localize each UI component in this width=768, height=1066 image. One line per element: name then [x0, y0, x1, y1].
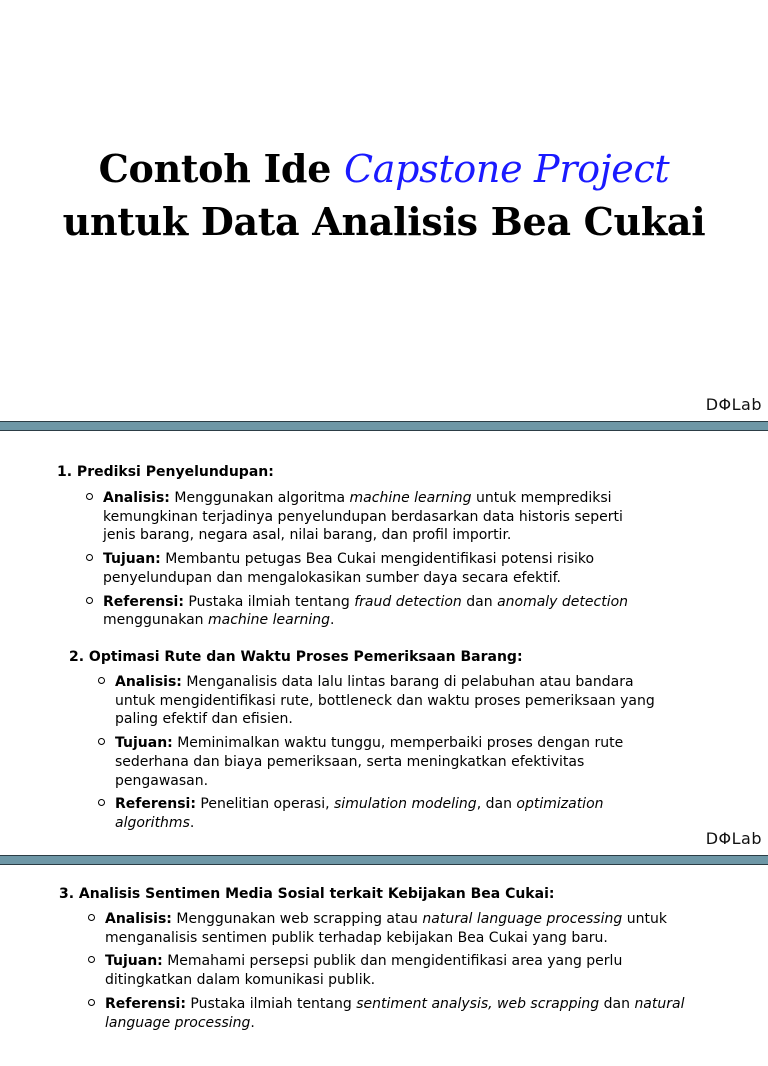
bullet-term: machine learning	[208, 612, 330, 629]
slide-title-line1	[0, 142, 768, 196]
bullet-term: anomaly detection	[497, 593, 629, 610]
bullet-text: Memahami persepsi publik dan mengidentifikasi area yang perlu ditingkatkan dalam komunikasi publik.	[105, 953, 623, 989]
bullet-text: menggunakan	[103, 612, 208, 629]
bullet-label: Analisis:	[105, 911, 172, 927]
section-3-bullets	[88, 910, 708, 1037]
bullet-term: optimization algorithms	[115, 796, 604, 831]
circle-bullet-icon	[86, 554, 93, 561]
bullet-item	[98, 795, 658, 832]
bullet-text: Meminimalkan waktu tunggu, memperbaiki proses dengan rute sederhana dan biaya pemeriksaan, serta meningkatkan efektivitas pengawasan.	[115, 735, 624, 789]
bullet-item	[86, 593, 656, 630]
bullet-label: Tujuan:	[105, 953, 163, 970]
bullet-label: Tujuan:	[103, 551, 161, 568]
circle-bullet-icon	[88, 956, 95, 963]
title-slide	[0, 0, 768, 420]
bullet-text: Penelitian operasi,	[195, 796, 335, 813]
bullet-term: fraud detection	[354, 593, 462, 610]
bullet-text: untuk menganalisis sentimen publik terhadap kebijakan Bea Cukai yang baru.	[105, 911, 667, 946]
bullet-text: untuk memprediksi kemungkinan terjadinya penyelundupan berdasarkan data historis seperti jenis barang, negara asal, nilai barang, dan profil importir.	[103, 490, 623, 544]
circle-bullet-icon	[98, 677, 105, 684]
content-slide-1	[0, 432, 768, 855]
title-text: Contoh Ide	[98, 146, 345, 191]
title-accent: Capstone Project	[344, 147, 670, 191]
slide-divider	[0, 421, 768, 431]
section-heading-2: 2. Optimasi Rute dan Waktu Proses Pemeriksaan Barang:	[69, 649, 523, 665]
bullet-text: .	[189, 814, 195, 831]
bullet-label: Analisis:	[115, 674, 182, 690]
bullet-text: Menggunakan algoritma	[169, 490, 350, 506]
circle-bullet-icon	[98, 799, 105, 806]
bullet-text: .	[329, 612, 335, 629]
circle-bullet-icon	[86, 493, 93, 500]
bullet-text: , dan	[476, 796, 517, 813]
bullet-text: Membantu petugas Bea Cukai mengidentifikasi potensi risiko penyelundupan dan mengalokasikan sumber daya secara efektif.	[103, 551, 595, 586]
bullet-label: Referensi:	[115, 796, 196, 813]
circle-bullet-icon	[86, 597, 93, 604]
bullet-item	[86, 550, 656, 587]
bullet-term: natural language processing	[105, 995, 685, 1031]
section-heading-1: 1. Prediksi Penyelundupan:	[57, 464, 274, 480]
bullet-term: sentiment analysis, web scrapping	[356, 995, 600, 1012]
section-2-bullets	[98, 673, 658, 838]
section-1-bullets	[86, 489, 656, 635]
bullet-text: Menggunakan web scrapping atau	[171, 911, 423, 927]
bullet-text: Pustaka ilmiah tentang	[183, 593, 355, 610]
bullet-label: Referensi:	[103, 593, 184, 610]
bullet-text: Menganalisis data lalu lintas barang di pelabuhan atau bandara untuk mengidentifikasi rute, bottleneck dan waktu proses pemeriksaan yang paling efektif dan efisien.	[115, 674, 655, 728]
bullet-item	[98, 734, 658, 790]
circle-bullet-icon	[88, 999, 95, 1006]
bullet-item	[98, 673, 658, 729]
bullet-label: Tujuan:	[115, 735, 173, 752]
slide-title-line2: untuk Data Analisis Bea Cukai	[62, 199, 706, 244]
bullet-text: dan	[461, 593, 498, 610]
slide-divider	[0, 855, 768, 865]
bullet-text: Pustaka ilmiah tentang	[185, 995, 357, 1012]
bullet-item	[88, 910, 708, 947]
bullet-text: .	[250, 1014, 255, 1031]
section-heading-3: 3. Analisis Sentimen Media Sosial terkait Kebijakan Bea Cukai:	[59, 886, 555, 902]
bullet-item	[86, 489, 656, 545]
bullet-term: machine learning	[349, 490, 472, 506]
dqlab-logo: DΦLab	[705, 829, 762, 848]
bullet-term: natural language processing	[422, 911, 623, 927]
bullet-term: simulation modeling	[334, 796, 477, 813]
circle-bullet-icon	[88, 914, 95, 921]
bullet-label: Analisis:	[103, 490, 170, 506]
bullet-item	[88, 995, 708, 1032]
bullet-label: Referensi:	[105, 995, 186, 1012]
dqlab-logo: DΦLab	[705, 395, 762, 414]
bullet-text: dan	[599, 995, 635, 1012]
bullet-item	[88, 952, 708, 989]
content-slide-2	[0, 866, 768, 1066]
circle-bullet-icon	[98, 738, 105, 745]
